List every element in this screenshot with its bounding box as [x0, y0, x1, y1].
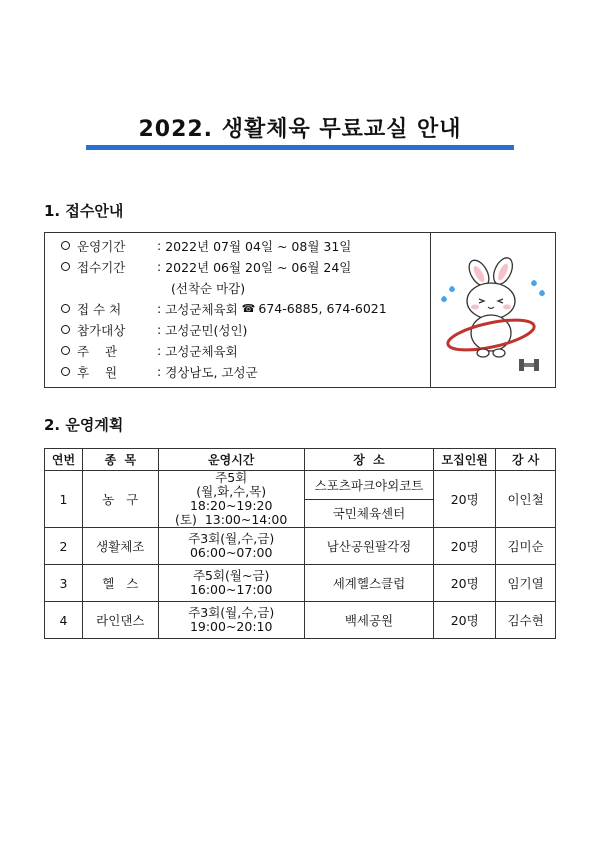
cell-place: 남산공원팔각정 — [304, 528, 434, 565]
circle-bullet-icon — [61, 325, 70, 334]
cell-no: 4 — [45, 602, 83, 639]
header-place: 장 소 — [304, 449, 434, 471]
time-line: 주5회(월~금) — [192, 568, 270, 583]
info-label: 주 관 — [77, 343, 118, 359]
info-separator: : — [157, 364, 162, 379]
cell-time — [158, 565, 304, 602]
cell-place: 스포츠파크야외코트 — [304, 471, 434, 500]
time-line: 06:00~07:00 — [189, 545, 273, 560]
info-row-period — [61, 235, 430, 256]
cell-no: 1 — [45, 471, 83, 528]
info-label: 접 수 처 — [77, 301, 122, 317]
info-label: 후 원 — [77, 364, 118, 380]
time-line: 주3회(월,수,금) — [188, 605, 275, 620]
info-separator: : — [157, 259, 162, 274]
sweat-drop-icon — [539, 290, 545, 296]
cell-instructor: 이인철 — [496, 471, 556, 528]
info-separator: : — [157, 238, 162, 253]
info-row-host — [61, 340, 430, 361]
time-line: 주5회 — [215, 470, 248, 485]
circle-bullet-icon — [61, 304, 70, 313]
info-row-registration-period — [61, 256, 430, 277]
table-header-row — [45, 449, 556, 471]
sweat-drop-icon — [531, 280, 537, 286]
cell-event: 헬 스 — [82, 565, 158, 602]
circle-bullet-icon — [61, 367, 70, 376]
info-label: 운영기간 — [77, 238, 126, 254]
title-underline — [86, 145, 514, 150]
info-separator: : — [157, 301, 162, 316]
cell-capacity: 20명 — [434, 602, 496, 639]
cell-event: 생활체조 — [82, 528, 158, 565]
cell-no: 2 — [45, 528, 83, 565]
header-time: 운영시간 — [158, 449, 304, 471]
cell-place: 세계헬스클럽 — [304, 565, 434, 602]
info-row-note — [61, 277, 430, 298]
time-line: 16:00~17:00 — [189, 582, 273, 597]
header-instructor: 강 사 — [496, 449, 556, 471]
info-phone: 674-6885, 674-6021 — [258, 301, 387, 316]
info-value: 경상남도, 고성군 — [165, 364, 258, 380]
info-value: 고성군체육회 — [165, 343, 238, 359]
section-heading-operation-plan: 2. 운영계획 — [44, 416, 124, 434]
section-heading-registration: 1. 접수안내 — [44, 202, 124, 220]
cell-time — [158, 602, 304, 639]
sweat-drop-icon — [441, 296, 447, 302]
cell-event: 농 구 — [82, 471, 158, 528]
header-capacity: 모집인원 — [434, 449, 496, 471]
cell-time — [158, 528, 304, 565]
info-value: 고성군민(성인) — [165, 322, 248, 338]
sweat-drop-icon — [449, 286, 455, 292]
info-separator: : — [157, 343, 162, 358]
info-org: 고성군체육회 — [165, 301, 238, 317]
registration-info-box — [44, 232, 556, 388]
time-line: (월,화,수,목) — [196, 484, 267, 499]
circle-bullet-icon — [61, 346, 70, 355]
cell-capacity: 20명 — [434, 471, 496, 528]
time-line: 18:20~19:20 — [189, 498, 273, 513]
info-note: (선착순 마감) — [171, 280, 246, 296]
cell-place: 국민체육센터 — [304, 499, 434, 528]
header-event: 종 목 — [82, 449, 158, 471]
table-row — [45, 528, 556, 565]
table-row — [45, 602, 556, 639]
time-line: 19:00~20:10 — [189, 619, 273, 634]
info-label: 참가대상 — [77, 322, 126, 338]
table-row — [45, 565, 556, 602]
circle-bullet-icon — [61, 262, 70, 271]
info-row-office — [61, 298, 430, 319]
cell-instructor: 김미순 — [496, 528, 556, 565]
info-row-target — [61, 319, 430, 340]
cell-instructor: 김수현 — [496, 602, 556, 639]
info-label: 접수기간 — [77, 259, 126, 275]
registration-info-list — [45, 233, 431, 387]
dumbbell-icon — [519, 359, 539, 371]
info-value: 2022년 07월 04일 ~ 08월 31일 — [165, 238, 352, 254]
schedule-table — [44, 448, 556, 639]
cell-capacity: 20명 — [434, 565, 496, 602]
cell-place: 백세공원 — [304, 602, 434, 639]
rabbit-mascot-illustration — [431, 233, 555, 387]
phone-icon: ☎ — [241, 302, 256, 315]
page-title: 2022. 생활체육 무료교실 안내 — [138, 117, 462, 142]
cell-instructor: 임기열 — [496, 565, 556, 602]
cell-time — [158, 471, 304, 528]
time-line: (토) 13:00~14:00 — [175, 512, 288, 527]
cell-no: 3 — [45, 565, 83, 602]
cell-event: 라인댄스 — [82, 602, 158, 639]
info-value: 2022년 06월 20일 ~ 06월 24일 — [165, 259, 352, 275]
header-no: 연번 — [45, 449, 83, 471]
table-row — [45, 471, 556, 500]
info-separator: : — [157, 322, 162, 337]
info-row-sponsor — [61, 361, 430, 382]
cell-capacity: 20명 — [434, 528, 496, 565]
circle-bullet-icon — [61, 241, 70, 250]
time-line: 주3회(월,수,금) — [188, 531, 275, 546]
